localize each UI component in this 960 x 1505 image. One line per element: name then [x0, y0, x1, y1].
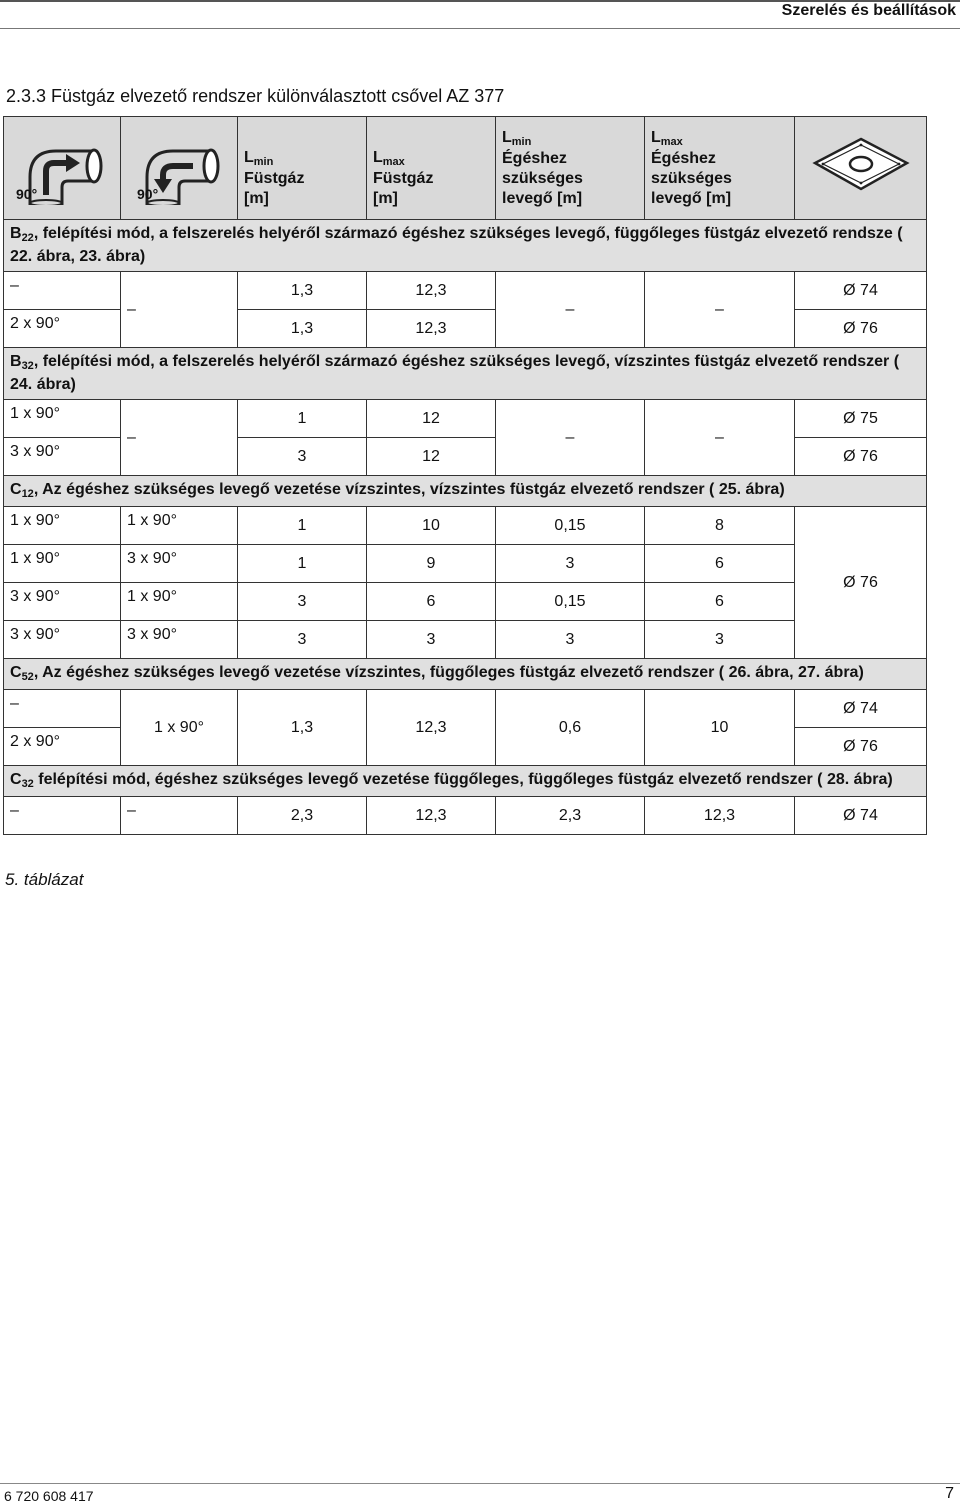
document-number: 6 720 608 417 [4, 1488, 94, 1504]
table-caption: 5. táblázat [5, 870, 84, 889]
section-row-b32 [4, 348, 927, 400]
table-row: – – 1,3 12,3 – – Ø 74 [4, 272, 927, 310]
section-title: 2.3.3 Füstgáz elvezető rendszer különválasztott csővel AZ 377 [6, 86, 505, 106]
table-row: 1 x 90° 1 x 90° 1 10 0,15 8 Ø 76 [4, 507, 927, 545]
table-row: 1 x 90° 3 x 90° 1 9 3 6 [4, 545, 927, 583]
page-number: 7 [945, 1485, 954, 1502]
table-row: 2 x 90° Ø 76 [4, 728, 927, 766]
header-lmin-air: Lmin Égéshez szükséges levegő [m] [496, 117, 645, 220]
elbow-up-arrow-icon [12, 125, 112, 205]
header-rule [0, 28, 960, 29]
icon-angle-label-2: 90° [137, 186, 159, 202]
section-heading: C32 felépítési mód, égéshez szükséges levegő vezetése függőleges, függőleges füstgáz elvezető rendszer ( 28. ábra) [4, 766, 927, 797]
section-heading: B32, felépítési mód, a felszerelés helyéről származó égéshez szükséges levegő, vízszintes füstgáz elvezető rendszer ( 24. ábra) [4, 348, 927, 400]
table-row: – – 2,3 12,3 2,3 12,3 Ø 74 [4, 797, 927, 835]
table-row: 3 x 90° 3 12 Ø 76 [4, 438, 927, 476]
header-cell-flange [795, 117, 927, 220]
table-row: 1 x 90° – 1 12 – – Ø 75 [4, 400, 927, 438]
header-cell-elbow-up [4, 117, 121, 220]
header-cell-elbow-down [121, 117, 238, 220]
icon-angle-label-1: 90° [16, 186, 38, 202]
elbow-down-arrow-icon [129, 125, 229, 205]
footer-rule [0, 1483, 960, 1484]
flue-length-table [3, 116, 927, 835]
table-row: 3 x 90° 3 x 90° 3 3 3 3 [4, 621, 927, 659]
section-row-c12 [4, 476, 927, 507]
header-lmax-air: Lmax Égéshez szükséges levegő [m] [645, 117, 795, 220]
section-row-c52 [4, 659, 927, 690]
section-heading: C12, Az égéshez szükséges levegő vezetése vízszintes, vízszintes füstgáz elvezető rendszer ( 25. ábra) [4, 476, 927, 507]
table-header-row [4, 117, 927, 220]
c12-diameter: Ø 76 [795, 507, 927, 659]
table-row: – 1 x 90° 1,3 12,3 0,6 10 Ø 74 [4, 690, 927, 728]
section-row-c32 [4, 766, 927, 797]
table-row: 3 x 90° 1 x 90° 3 6 0,15 6 [4, 583, 927, 621]
section-heading: B22, felépítési mód, a felszerelés helyéről származó égéshez szükséges levegő, függőleges füstgáz elvezető rendsze ( 22. ábra, 23. ábra) [4, 220, 927, 272]
running-header: Szerelés és beállítások [781, 2, 956, 19]
table-row: 2 x 90° 1,3 12,3 Ø 76 [4, 310, 927, 348]
header-lmin-flue: Lmin Füstgáz [m] [238, 117, 367, 220]
section-heading: C52, Az égéshez szükséges levegő vezetése vízszintes, függőleges füstgáz elvezető rendszer ( 26. ábra, 27. ábra) [4, 659, 927, 690]
roof-flange-plate-icon [811, 135, 911, 195]
header-lmax-flue: Lmax Füstgáz [m] [367, 117, 496, 220]
section-row-b22 [4, 220, 927, 272]
